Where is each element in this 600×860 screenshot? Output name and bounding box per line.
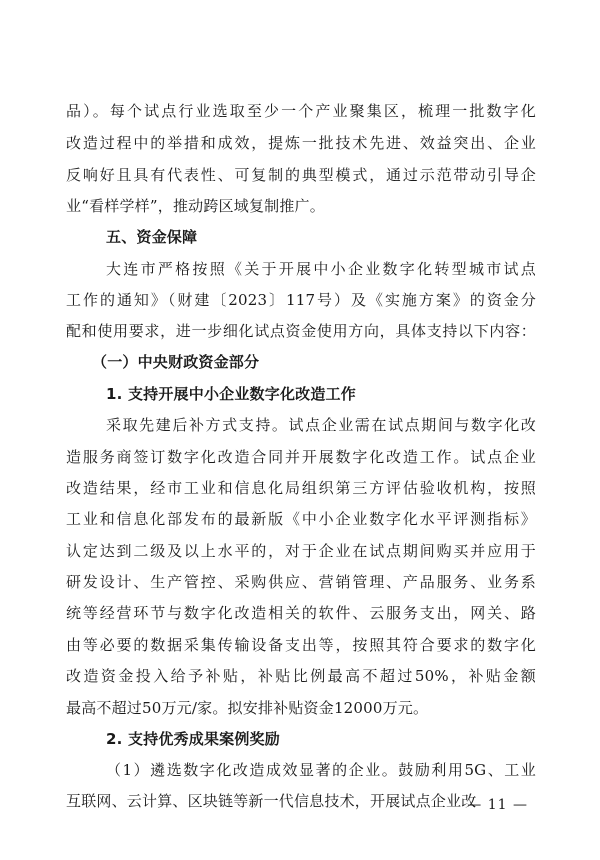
item-heading: 2. 支持优秀成果案例奖励 (106, 730, 280, 748)
body-line: 最高不超过50万元/家。拟安排补贴资金12000万元。 (66, 699, 429, 717)
body-line: 工作的通知》（财建〔2023〕117号）及《实施方案》的资金分 (66, 291, 536, 309)
body-line: 采取先建后补方式支持。试点企业需在试点期间与数字化改 (106, 416, 536, 434)
body-line: 改造资金投入给予补贴，补贴比例最高不超过50%，补贴金额 (66, 667, 536, 685)
body-line: 工业和信息化部发布的最新版《中小企业数字化水平评测指标》 (66, 510, 536, 528)
page-number: — 11 — (467, 797, 528, 813)
body-line: 由等必要的数据采集传输设备支出等，按照其符合要求的数字化 (66, 636, 536, 654)
subsection-heading: （一）中央财政资金部分 (92, 353, 260, 371)
section-heading: 五、资金保障 (106, 228, 198, 246)
body-line: 造服务商签订数字化改造合同并开展数字化改造工作。试点企业 (66, 448, 536, 466)
body-line: 品）。每个试点行业选取至少一个产业聚集区，梳理一批数字化 (66, 102, 536, 120)
body-line: 改造过程中的举措和成效，提炼一批技术先进、效益突出、企业 (66, 134, 536, 152)
body-line: 反响好且具有代表性、可复制的典型模式，通过示范带动引导企 (66, 166, 536, 184)
body-line: 研发设计、生产管控、采购供应、营销管理、产品服务、业务系 (66, 573, 536, 591)
item-heading: 1. 支持开展中小企业数字化改造工作 (106, 385, 356, 403)
body-line: （1）遴选数字化改造成效显著的企业。鼓励利用5G、工业 (106, 761, 536, 779)
body-line: 业“看样学样”，推动跨区域复制推广。 (66, 197, 325, 215)
body-line: 大连市严格按照《关于开展中小企业数字化转型城市试点 (106, 260, 536, 278)
body-line: 统等经营环节与数字化改造相关的软件、云服务支出，网关、路 (66, 604, 536, 622)
body-line: 配和使用要求，进一步细化试点资金使用方向，具体支持以下内容： (66, 322, 536, 340)
body-line: 互联网、云计算、区块链等新一代信息技术，开展试点企业改 (66, 792, 477, 810)
body-line: 认定达到二级及以上水平的，对于企业在试点期间购买并应用于 (66, 542, 536, 560)
body-line: 改造结果，经市工业和信息化局组织第三方评估验收机构，按照 (66, 479, 536, 497)
